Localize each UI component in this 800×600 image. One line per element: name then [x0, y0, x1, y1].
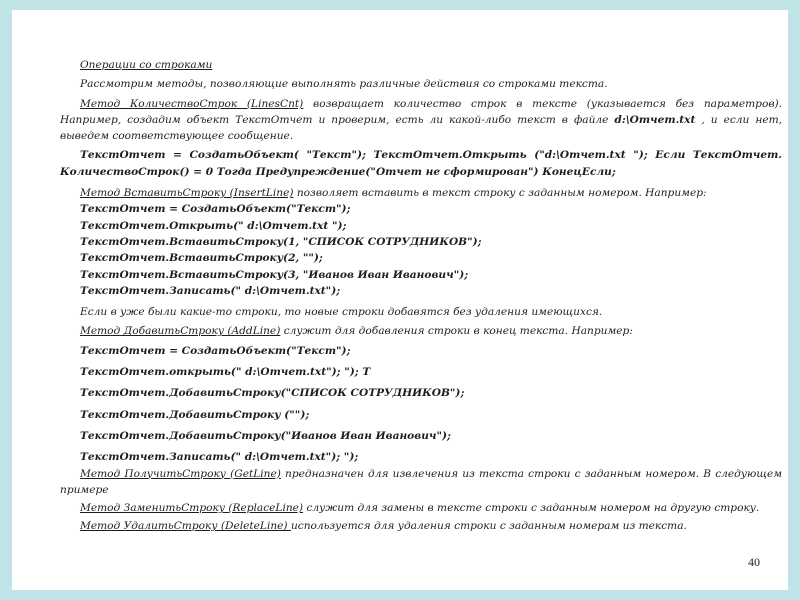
add-line-text: служит для добавления строки в конец текста. Например:	[280, 325, 633, 338]
code-line: ТекстОтчет.ВставитьСтроку(2, "");	[80, 252, 323, 265]
code-line: ТекстОтчет.ДобавитьСтроку("Иванов Иван Иванович");	[80, 429, 451, 442]
lines-count-text-1: возвращает количество строк в тексте (указывается без параметров). Например, создадим объект ТекстОтчет и проверим, есть ли какой-либо текст в файле	[60, 97, 782, 126]
note-paragraph: Если в уже были какие-то строки, то новые строки добавятся без удаления имеющихся.	[80, 306, 603, 319]
slide-frame-bottom	[0, 590, 800, 600]
slide-frame-top	[0, 0, 800, 10]
insert-line-paragraph	[60, 185, 782, 201]
code-line: ТекстОтчет.Записать(" d:\Отчет.txt"); ");	[80, 451, 359, 464]
get-line-paragraph	[60, 466, 782, 499]
slide-frame-left	[0, 0, 12, 600]
delete-line-paragraph	[60, 518, 782, 534]
replace-line-text: служит для замены в тексте строки с заданным номером на другую строку.	[303, 502, 760, 515]
delete-line-text: используется для удаления строки с заданным номерам из текста.	[290, 520, 687, 533]
intro-paragraph: Рассмотрим методы, позволяющие выполнять различные действия со строками текста.	[80, 78, 608, 91]
insert-line-method: Метод ВставитьСтроку (InsertLine)	[80, 187, 294, 200]
heading-text: Операции со строками	[80, 59, 213, 71]
page-number: 40	[748, 555, 760, 569]
code-line: ТекстОтчет.ВставитьСтроку(1, "СПИСОК СОТРУДНИКОВ");	[80, 235, 482, 248]
delete-line-method: Метод УдалитьСтроку (DeleteLine)	[80, 520, 291, 533]
insert-line-text: позволяет вставить в текст строку с заданным номером. Например:	[293, 187, 707, 200]
code-line: ТекстОтчет = СоздатьОбъект("Текст");	[80, 344, 351, 357]
code-block-lines-count: ТекстОтчет = СоздатьОбъект( "Текст"); ТекстОтчет.Открыть ("d:\Отчет.txt "); Если ТекстОтчет. КоличествоСтрок() = 0 Тогда Предупреждение("Отчет не сформирован") КонецЕсли;	[60, 149, 782, 178]
add-line-paragraph	[60, 323, 782, 339]
lines-count-text-2: , и если нет, выведем соответствующее сообщение.	[60, 113, 782, 143]
lines-count-method: Метод КоличествоСтрок (LinesCnt)	[80, 97, 304, 110]
lines-count-paragraph	[60, 96, 782, 145]
slide-frame-right	[788, 0, 800, 600]
get-line-text: предназначен для извлечения из текста строки с заданным номером. В следующем примере	[60, 467, 783, 496]
code-line: ТекстОтчет.Записать(" d:\Отчет.txt");	[80, 284, 341, 297]
slide-heading	[60, 57, 782, 73]
code-line: ТекстОтчет.открыть(" d:\Отчет.txt"); "); Т	[80, 366, 371, 379]
code-line: ТекстОтчет.ДобавитьСтроку("СПИСОК СОТРУДНИКОВ");	[80, 387, 465, 400]
add-line-method: Метод ДобавитьСтроку (AddLine)	[80, 325, 281, 338]
slide-content	[60, 57, 782, 538]
code-line: ТекстОтчет.Открыть(" d:\Отчет.txt ");	[80, 219, 347, 232]
replace-line-method: Метод ЗаменитьСтроку (ReplaceLine)	[80, 502, 304, 515]
replace-line-paragraph	[60, 500, 782, 516]
code-line: ТекстОтчет = СоздатьОбъект("Текст");	[80, 203, 351, 216]
file-path: d:\Отчет.txt	[614, 113, 696, 126]
code-line: ТекстОтчет.ВставитьСтроку(3, "Иванов Иван Иванович");	[80, 268, 469, 281]
get-line-method: Метод ПолучитьСтроку (GetLine)	[80, 467, 281, 480]
code-line: ТекстОтчет.ДобавитьСтроку ("");	[80, 408, 310, 421]
